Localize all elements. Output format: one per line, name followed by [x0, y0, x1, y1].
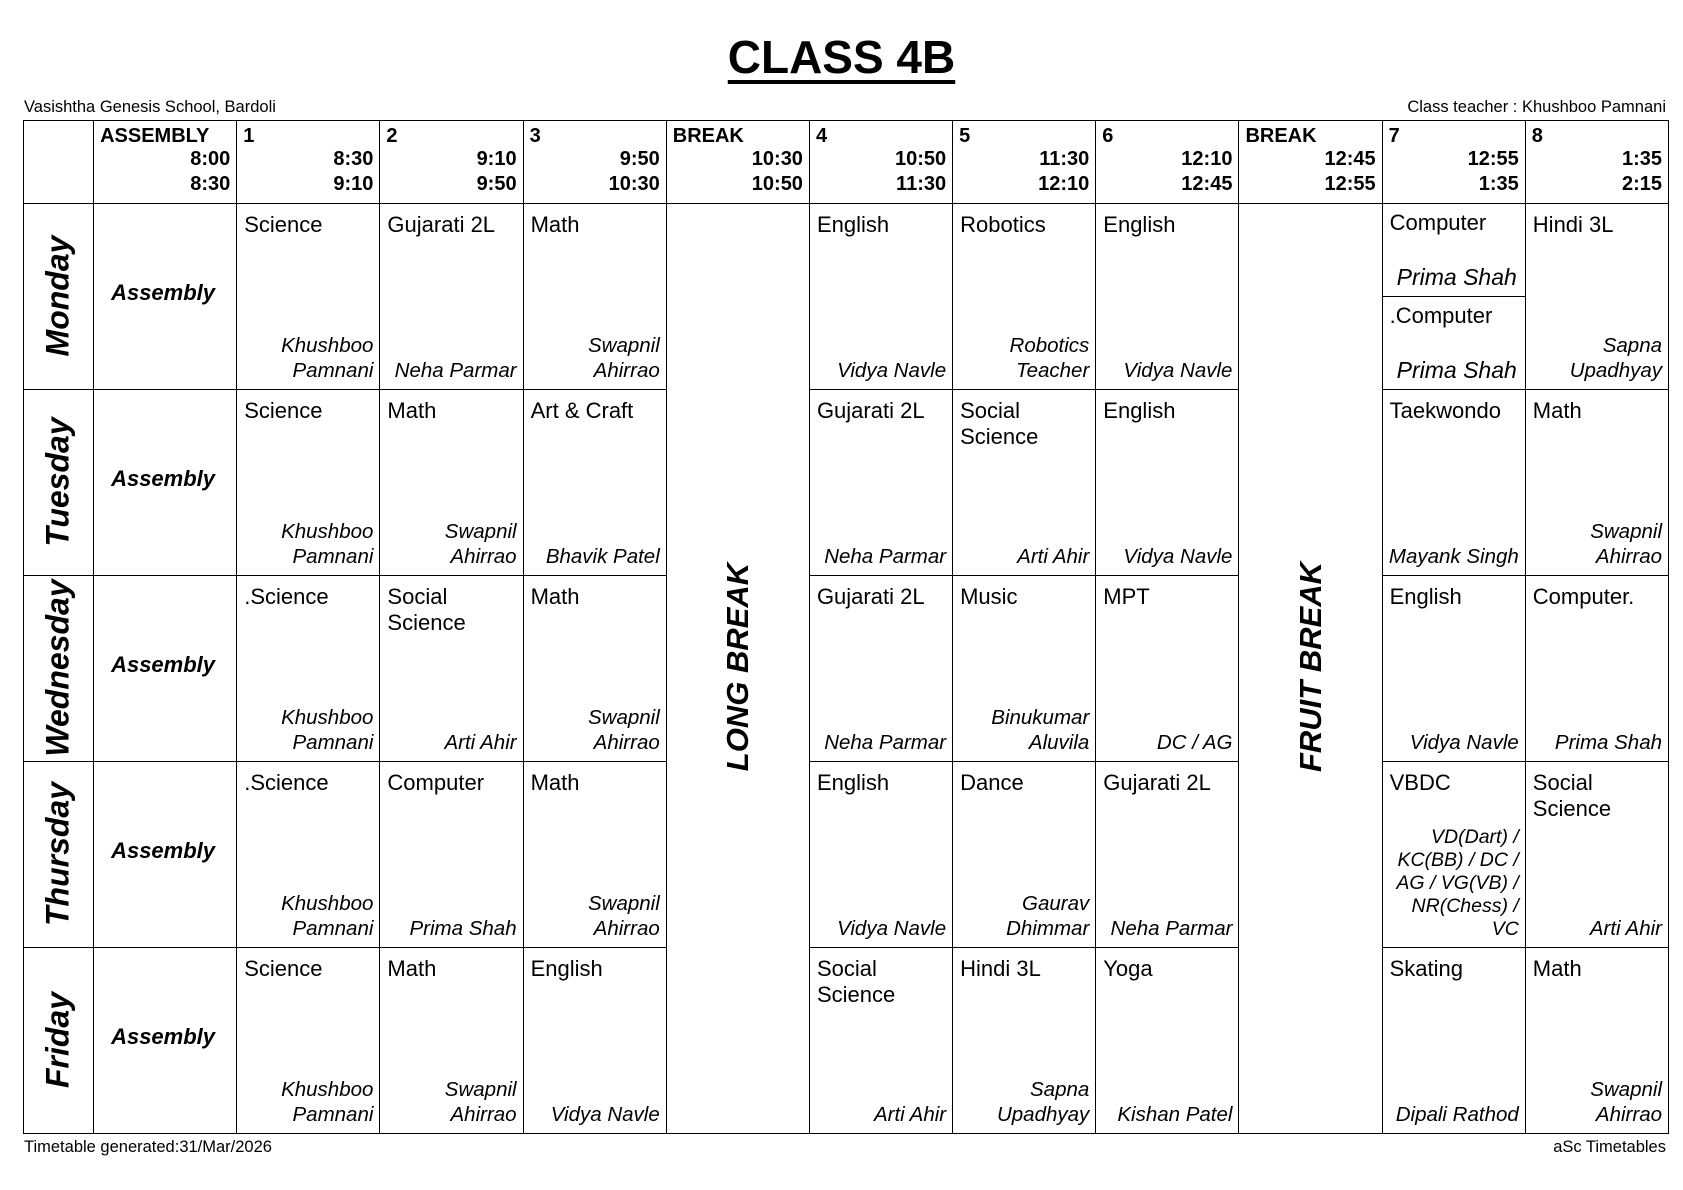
- lesson-cell: English Vidya Navle: [809, 204, 952, 390]
- day-name: Monday: [39, 235, 76, 357]
- assembly-cell: Assembly: [94, 390, 237, 576]
- header-period-7: 7 12:55 1:35: [1382, 121, 1525, 204]
- lesson-cell: Math Swapnil Ahirrao: [523, 576, 666, 762]
- header-fruit-break: BREAK 12:45 12:55: [1239, 121, 1382, 204]
- lesson-cell: Computer Prima Shah: [380, 762, 523, 948]
- page-title: CLASS 4B: [727, 31, 956, 83]
- lesson-cell: Social Science Arti Ahir: [809, 948, 952, 1134]
- lesson-cell: Hindi 3L Sapna Upadhyay: [1525, 204, 1668, 390]
- lesson-cell: Math Swapnil Ahirrao: [1525, 948, 1668, 1134]
- header-period-2: 2 9:10 9:50: [380, 121, 523, 204]
- lesson-cell: Dance Gaurav Dhimmar: [953, 762, 1096, 948]
- header-period-5: 5 11:30 12:10: [953, 121, 1096, 204]
- lesson-cell: Math Swapnil Ahirrao: [523, 762, 666, 948]
- day-label-cell: [24, 948, 94, 1134]
- header-period-4: 4 10:50 11:30: [809, 121, 952, 204]
- header-assembly: ASSEMBLY 8:00 8:30: [94, 121, 237, 204]
- lesson-cell: English Vidya Navle: [1382, 576, 1525, 762]
- day-label-cell: [24, 762, 94, 948]
- lesson-cell: Math Swapnil Ahirrao: [523, 204, 666, 390]
- header-period-3: 3 9:50 10:30: [523, 121, 666, 204]
- lesson-cell: Social Science Arti Ahir: [1525, 762, 1668, 948]
- class-teacher: Class teacher : Khushboo Pamnani: [1407, 98, 1666, 116]
- lesson-cell: Taekwondo Mayank Singh: [1382, 390, 1525, 576]
- school-name: Vasishtha Genesis School, Bardoli: [24, 98, 276, 116]
- header-period-8: 8 1:35 2:15: [1525, 121, 1668, 204]
- lesson-cell: English Vidya Navle: [1096, 204, 1239, 390]
- day-label-cell: [24, 576, 94, 762]
- lesson-cell: Gujarati 2L Neha Parmar: [809, 390, 952, 576]
- day-row-wednesday: [24, 576, 1669, 762]
- lesson-cell: Hindi 3L Sapna Upadhyay: [953, 948, 1096, 1134]
- lesson-cell: MPT DC / AG: [1096, 576, 1239, 762]
- lesson-cell: English Vidya Navle: [809, 762, 952, 948]
- lesson-cell: Science Khushboo Pamnani: [237, 948, 380, 1134]
- day-row-monday: [24, 204, 1669, 390]
- lesson-cell: Music Binukumar Aluvila: [953, 576, 1096, 762]
- long-break-cell: [666, 204, 809, 1134]
- assembly-cell: Assembly: [94, 762, 237, 948]
- header-long-break: BREAK 10:30 10:50: [666, 121, 809, 204]
- lesson-cell: .Science Khushboo Pamnani: [237, 576, 380, 762]
- lesson-cell: Science Khushboo Pamnani: [237, 390, 380, 576]
- long-break-label: LONG BREAK: [719, 562, 755, 771]
- lesson-cell: Math Swapnil Ahirrao: [380, 948, 523, 1134]
- day-name: Wednesday: [39, 579, 76, 757]
- lesson-cell: Social Science Arti Ahir: [953, 390, 1096, 576]
- lesson-cell: Gujarati 2L Neha Parmar: [809, 576, 952, 762]
- lesson-cell: Science Khushboo Pamnani: [237, 204, 380, 390]
- lesson-cell: Skating Dipali Rathod: [1382, 948, 1525, 1134]
- header-row: [24, 121, 1669, 204]
- assembly-cell: Assembly: [94, 204, 237, 390]
- lesson-cell: Art & Craft Bhavik Patel: [523, 390, 666, 576]
- day-name: Thursday: [39, 781, 76, 927]
- software-credit: aSc Timetables: [1553, 1138, 1666, 1156]
- day-row-tuesday: [24, 390, 1669, 576]
- day-row-friday: [24, 948, 1669, 1134]
- day-label-cell: [24, 390, 94, 576]
- lesson-cell: .Science Khushboo Pamnani: [237, 762, 380, 948]
- header-period-6: 6 12:10 12:45: [1096, 121, 1239, 204]
- lesson-cell: Social Science Arti Ahir: [380, 576, 523, 762]
- fruit-break-label: FRUIT BREAK: [1292, 561, 1328, 772]
- day-label-cell: [24, 204, 94, 390]
- lesson-cell: Math Swapnil Ahirrao: [1525, 390, 1668, 576]
- lesson-cell: Gujarati 2L Neha Parmar: [380, 204, 523, 390]
- lesson-cell: Computer. Prima Shah: [1525, 576, 1668, 762]
- day-row-thursday: [24, 762, 1669, 948]
- lesson-cell: English Vidya Navle: [1096, 390, 1239, 576]
- lesson-cell: Robotics Robotics Teacher: [953, 204, 1096, 390]
- lesson-cell: English Vidya Navle: [523, 948, 666, 1134]
- lesson-cell: Gujarati 2L Neha Parmar: [1096, 762, 1239, 948]
- corner-cell: [24, 121, 94, 204]
- lesson-cell-split: Computer Prima Shah .Computer Prima Shah: [1382, 204, 1525, 390]
- day-name: Friday: [39, 991, 76, 1089]
- lesson-cell: Math Swapnil Ahirrao: [380, 390, 523, 576]
- day-name: Tuesday: [39, 417, 76, 547]
- header-period-1: 1 8:30 9:10: [237, 121, 380, 204]
- assembly-cell: Assembly: [94, 948, 237, 1134]
- lesson-cell: VBDC VD(Dart) / KC(BB) / DC / AG / VG(VB) / NR(Chess) / VC: [1382, 762, 1525, 948]
- timetable: [23, 120, 1669, 1134]
- fruit-break-cell: [1239, 204, 1382, 1134]
- generated-date: Timetable generated:31/Mar/2026: [24, 1138, 272, 1156]
- lesson-cell: Yoga Kishan Patel: [1096, 948, 1239, 1134]
- assembly-cell: Assembly: [94, 576, 237, 762]
